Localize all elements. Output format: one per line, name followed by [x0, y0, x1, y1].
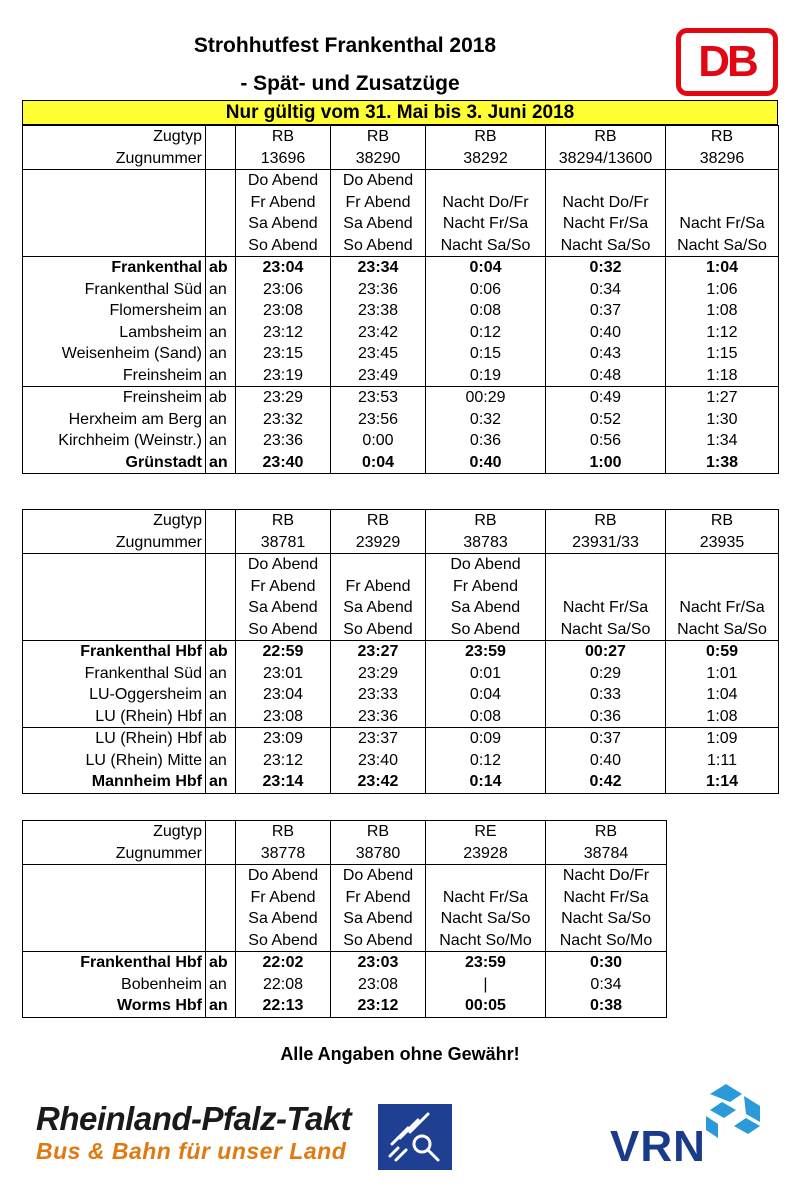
departure-time: 0:52	[546, 409, 666, 431]
departure-time: 0:34	[590, 975, 622, 993]
station-name: Mannheim Hbf	[23, 771, 206, 793]
train-number: 23928	[426, 843, 546, 865]
departure-time: 0:40	[546, 322, 666, 344]
departure-time: 1:08	[706, 302, 738, 320]
arrival-departure: an	[206, 771, 236, 793]
service-day: Nacht Sa/So	[677, 620, 767, 638]
arrival-departure: an	[206, 663, 236, 685]
departure-time: 1:00	[546, 452, 666, 474]
departure-time: 0:36	[426, 430, 546, 452]
timetable-body	[23, 821, 667, 952]
validity-banner: Nur gültig vom 31. Mai bis 3. Juni 2018	[22, 100, 778, 125]
stop-row	[23, 257, 779, 279]
timetable-frankenthal-worms	[22, 820, 667, 1018]
station-name: Worms Hbf	[23, 995, 206, 1017]
service-day	[426, 170, 546, 192]
train-number: 38783	[426, 532, 546, 554]
departure-time: 0:38	[589, 997, 623, 1015]
departure-time: 0:04	[426, 684, 546, 706]
stop-rows	[23, 952, 667, 1018]
train-type: RB	[331, 821, 426, 843]
departure-time: 00:29	[426, 387, 546, 409]
departure-time: 0:04	[331, 452, 426, 474]
stop-row	[23, 663, 779, 685]
service-day: So Abend	[236, 235, 331, 257]
departure-time: 23:09	[236, 728, 331, 750]
arrival-departure: an	[206, 300, 236, 322]
departure-time: 0:33	[546, 684, 666, 706]
departure-time: 1:38	[705, 453, 739, 471]
arrival-departure: ab	[206, 728, 236, 750]
service-day: So Abend	[331, 619, 426, 641]
arrival-departure: an	[206, 684, 236, 706]
row-days	[23, 235, 779, 257]
service-day	[666, 554, 779, 576]
service-day	[666, 576, 779, 598]
train-type: RB	[546, 510, 666, 532]
departure-time: 0:49	[546, 387, 666, 409]
station-name: Frankenthal	[23, 257, 206, 279]
service-day: Fr Abend	[331, 192, 426, 214]
service-day: So Abend	[331, 235, 426, 257]
arrival-departure: an	[206, 322, 236, 344]
label-zugnummer: Zugnummer	[23, 148, 206, 170]
train-type: RE	[426, 821, 546, 843]
arrival-departure: an	[206, 279, 236, 301]
station-name: Bobenheim	[23, 974, 206, 996]
row-days	[23, 170, 779, 192]
departure-time: 23:42	[331, 322, 426, 344]
page-subtitle: - Spät- und Zusatzüge	[240, 72, 460, 95]
departure-time: 0:59	[666, 641, 779, 663]
departure-time: 23:14	[236, 771, 331, 793]
service-day: Nacht Sa/So	[426, 235, 546, 257]
departure-time: 0:32	[426, 409, 546, 431]
departure-time: 23:40	[236, 452, 331, 474]
train-number: 38780	[331, 843, 426, 865]
stop-rows	[23, 257, 779, 474]
departure-time: 23:53	[331, 387, 426, 409]
station-name: Frankenthal Hbf	[23, 952, 206, 974]
service-day: Nacht Do/Fr	[546, 865, 667, 887]
departure-time: 0:30	[546, 952, 667, 974]
service-day: So Abend	[426, 619, 546, 641]
arrival-departure: an	[206, 706, 236, 728]
departure-time: 1:06	[706, 280, 738, 298]
row-days	[23, 213, 779, 235]
service-day: Nacht Sa/So	[546, 235, 666, 257]
stop-row	[23, 430, 779, 452]
row-days	[23, 908, 667, 930]
station-name: LU-Oggersheim	[23, 684, 206, 706]
service-day	[331, 554, 426, 576]
train-type: RB	[426, 510, 546, 532]
departure-time: 1:04	[706, 686, 738, 704]
row-days	[23, 865, 667, 887]
label-zugnummer: Zugnummer	[23, 843, 206, 865]
row-zugnummer	[23, 843, 667, 865]
service-day: Do Abend	[331, 865, 426, 887]
station-name: Frankenthal Hbf	[23, 641, 206, 663]
label-zugtyp: Zugtyp	[23, 510, 206, 532]
row-days	[23, 554, 779, 576]
disclaimer: Alle Angaben ohne Gewähr!	[280, 1044, 520, 1064]
departure-time: 23:33	[331, 684, 426, 706]
arrival-departure: an	[206, 343, 236, 365]
departure-time: 1:34	[706, 432, 738, 450]
departure-time: 22:02	[236, 952, 331, 974]
row-zugtyp	[23, 821, 667, 843]
departure-time: 0:12	[426, 322, 546, 344]
departure-time: 0:09	[426, 728, 546, 750]
departure-time: 23:04	[236, 684, 331, 706]
departure-time: 23:34	[331, 257, 426, 279]
label-zugnummer: Zugnummer	[23, 532, 206, 554]
station-name: Grünstadt	[23, 452, 206, 474]
departure-time: 23:29	[236, 387, 331, 409]
train-number: 13696	[236, 148, 331, 170]
departure-time: 00:27	[546, 641, 666, 663]
departure-time: 1:12	[706, 323, 738, 341]
station-name: Freinsheim	[23, 365, 206, 387]
departure-time: 0:08	[426, 706, 546, 728]
departure-time: 23:56	[331, 409, 426, 431]
train-number: 23935	[699, 533, 745, 551]
departure-time: 23:59	[426, 641, 546, 663]
stop-row	[23, 706, 779, 728]
stop-row	[23, 728, 779, 750]
service-day: So Abend	[236, 930, 331, 952]
timetable-body	[23, 126, 779, 257]
train-number: 38296	[699, 149, 745, 167]
arrival-departure: an	[206, 995, 236, 1017]
stop-row	[23, 641, 779, 663]
service-day: So Abend	[236, 619, 331, 641]
departure-time: 23:49	[331, 365, 426, 387]
departure-time: 23:12	[331, 995, 426, 1017]
service-day: Sa Abend	[236, 597, 331, 619]
service-day	[546, 170, 666, 192]
service-day	[666, 192, 779, 214]
stop-row	[23, 343, 779, 365]
station-name: LU (Rhein) Hbf	[23, 706, 206, 728]
service-day	[546, 576, 666, 598]
departure-time: 23:27	[331, 641, 426, 663]
rpt-slogan: Bus & Bahn für unser Land	[36, 1138, 347, 1164]
departure-time: 1:11	[707, 751, 737, 769]
arrival-departure: an	[206, 409, 236, 431]
station-name: Frankenthal Süd	[23, 279, 206, 301]
arrival-departure: an	[206, 452, 236, 474]
departure-time: 23:19	[236, 365, 331, 387]
row-zugnummer	[23, 148, 779, 170]
departure-time: 0:15	[426, 343, 546, 365]
departure-time: 23:06	[236, 279, 331, 301]
departure-time: 0:48	[546, 365, 666, 387]
arrival-departure: ab	[206, 387, 236, 409]
departure-time: 23:37	[331, 728, 426, 750]
departure-time: 23:42	[331, 771, 426, 793]
service-day: Nacht Fr/Sa	[546, 597, 666, 619]
train-number: 38781	[236, 532, 331, 554]
departure-time: 1:27	[666, 387, 779, 409]
train-type: RB	[710, 512, 734, 530]
service-day: Nacht So/Mo	[559, 931, 653, 949]
departure-time: 0:14	[426, 771, 546, 793]
stop-row	[23, 300, 779, 322]
row-zugtyp	[23, 126, 779, 148]
station-name: Frankenthal Süd	[23, 663, 206, 685]
service-day: So Abend	[331, 930, 426, 952]
departure-time: 1:15	[706, 345, 738, 363]
service-day: Nacht Fr/Sa	[426, 213, 546, 235]
arrival-departure: ab	[206, 257, 236, 279]
row-days	[23, 576, 779, 598]
train-type: RB	[594, 823, 618, 841]
train-type: RB	[236, 126, 331, 148]
stop-row	[23, 322, 779, 344]
station-name: Lambsheim	[23, 322, 206, 344]
row-days	[23, 619, 779, 641]
departure-time: 1:18	[706, 366, 738, 384]
label-zugtyp: Zugtyp	[23, 821, 206, 843]
train-number: 38784	[583, 844, 629, 862]
service-day: Fr Abend	[331, 576, 426, 598]
departure-time: 23:12	[236, 322, 331, 344]
train-type: RB	[546, 126, 666, 148]
service-day: Nacht Sa/So	[546, 619, 666, 641]
service-day: Nacht Sa/So	[677, 236, 767, 254]
departure-time: 23:29	[331, 663, 426, 685]
departure-time: 23:08	[236, 300, 331, 322]
rheinland-pfalz-takt-logo	[36, 1100, 351, 1165]
departure-time: 1:08	[706, 707, 738, 725]
rpt-title: Rheinland-Pfalz-Takt	[36, 1100, 352, 1137]
row-days	[23, 597, 779, 619]
departure-time: 23:59	[426, 952, 546, 974]
db-logo	[676, 28, 778, 96]
service-day: Nacht Fr/Sa	[563, 888, 649, 906]
station-name: Herxheim am Berg	[23, 409, 206, 431]
service-day: Do Abend	[236, 554, 331, 576]
service-day: Do Abend	[426, 554, 546, 576]
stop-row	[23, 684, 779, 706]
train-number: 23929	[331, 532, 426, 554]
train-number: 38292	[426, 148, 546, 170]
stop-row	[23, 387, 779, 409]
station-name: Flomersheim	[23, 300, 206, 322]
departure-time: 23:40	[331, 750, 426, 772]
service-day	[426, 865, 546, 887]
service-day	[666, 170, 779, 192]
station-name: LU (Rhein) Mitte	[23, 750, 206, 772]
departure-time: 00:05	[426, 995, 546, 1017]
departure-time: 0:19	[426, 365, 546, 387]
train-type: RB	[710, 128, 734, 146]
service-day: Fr Abend	[236, 192, 331, 214]
departure-time: 1:01	[706, 664, 738, 682]
stop-row	[23, 750, 779, 772]
service-day: Fr Abend	[236, 576, 331, 598]
service-day: Nacht Sa/So	[426, 908, 546, 930]
service-day: Nacht Sa/So	[561, 910, 651, 928]
departure-time: 0:56	[546, 430, 666, 452]
arrival-departure: ab	[206, 641, 236, 663]
departure-time: 0:29	[546, 663, 666, 685]
service-day: Sa Abend	[236, 213, 331, 235]
departure-time: 23:36	[331, 706, 426, 728]
departure-time: 0:37	[546, 300, 666, 322]
service-day: Nacht So/Mo	[426, 930, 546, 952]
stop-row	[23, 409, 779, 431]
departure-time: 0:12	[426, 750, 546, 772]
stop-row	[23, 279, 779, 301]
stop-row	[23, 952, 667, 974]
station-name: Weisenheim (Sand)	[23, 343, 206, 365]
departure-time: 0:06	[426, 279, 546, 301]
row-days	[23, 192, 779, 214]
train-number: 38290	[331, 148, 426, 170]
departure-time: |	[426, 974, 546, 996]
page-title: Strohhutfest Frankenthal 2018	[193, 34, 497, 57]
departure-time: 0:04	[426, 257, 546, 279]
arrival-departure: an	[206, 750, 236, 772]
departure-time: 22:08	[236, 974, 331, 996]
service-day: Sa Abend	[331, 908, 426, 930]
departure-time: 0:42	[546, 771, 666, 793]
service-day: Nacht Fr/Sa	[426, 887, 546, 909]
departure-time: 0:40	[546, 750, 666, 772]
departure-time: 23:08	[331, 974, 426, 996]
arrival-departure: an	[206, 430, 236, 452]
service-day: Nacht Do/Fr	[546, 192, 666, 214]
stop-row	[23, 771, 779, 793]
station-name: LU (Rhein) Hbf	[23, 728, 206, 750]
departure-time: 0:34	[546, 279, 666, 301]
departure-time: 1:30	[706, 410, 738, 428]
service-day: Nacht Fr/Sa	[679, 599, 765, 617]
service-day: Sa Abend	[426, 597, 546, 619]
departure-time: 23:15	[236, 343, 331, 365]
departure-time: 1:04	[666, 257, 779, 279]
departure-time: 22:59	[236, 641, 331, 663]
vrn-logo-text: VRN	[610, 1122, 706, 1171]
departure-time: 0:08	[426, 300, 546, 322]
timetable-frankenthal-mannheim	[22, 509, 779, 794]
train-number: 23931/33	[546, 532, 666, 554]
train-type: RB	[236, 510, 331, 532]
departure-time: 0:37	[546, 728, 666, 750]
train-type: RB	[331, 126, 426, 148]
departure-time: 23:36	[331, 279, 426, 301]
train-type: RB	[236, 821, 331, 843]
service-day: Do Abend	[331, 170, 426, 192]
departure-time: 22:13	[236, 995, 331, 1017]
service-day: Sa Abend	[236, 908, 331, 930]
row-days	[23, 887, 667, 909]
service-day: Sa Abend	[331, 597, 426, 619]
station-name: Freinsheim	[23, 387, 206, 409]
train-type: RB	[426, 126, 546, 148]
departure-time: 23:04	[236, 257, 331, 279]
timetable-frankenthal-gruenstadt	[22, 125, 779, 474]
timetable-body	[23, 510, 779, 641]
service-day: Fr Abend	[331, 887, 426, 909]
train-number: 38294/13600	[546, 148, 666, 170]
stop-row	[23, 452, 779, 474]
departure-time: 23:32	[236, 409, 331, 431]
train-number: 38778	[236, 843, 331, 865]
service-day: Fr Abend	[236, 887, 331, 909]
station-name: Kirchheim (Weinstr.)	[23, 430, 206, 452]
service-day: Fr Abend	[426, 576, 546, 598]
row-zugtyp	[23, 510, 779, 532]
train-type: RB	[331, 510, 426, 532]
row-days	[23, 930, 667, 952]
service-day	[546, 554, 666, 576]
departure-time: 0:40	[426, 452, 546, 474]
row-zugnummer	[23, 532, 779, 554]
stop-row	[23, 974, 667, 996]
departure-time: 23:12	[236, 750, 331, 772]
departure-time: 23:03	[331, 952, 426, 974]
service-day: Nacht Do/Fr	[426, 192, 546, 214]
service-day: Nacht Fr/Sa	[679, 215, 765, 233]
departure-time: 23:36	[236, 430, 331, 452]
arrival-departure: an	[206, 365, 236, 387]
stop-row	[23, 365, 779, 387]
departure-time: 0:36	[546, 706, 666, 728]
db-logo-text: DB	[698, 37, 756, 86]
departure-time: 0:43	[546, 343, 666, 365]
label-zugtyp: Zugtyp	[23, 126, 206, 148]
rpt-emblem-icon	[378, 1104, 452, 1170]
departure-time: 0:01	[426, 663, 546, 685]
service-day: Sa Abend	[331, 213, 426, 235]
departure-time: 23:01	[236, 663, 331, 685]
departure-time: 0:32	[546, 257, 666, 279]
departure-time: 23:38	[331, 300, 426, 322]
departure-time: 1:09	[666, 728, 779, 750]
service-day: Do Abend	[236, 865, 331, 887]
departure-time: 0:00	[331, 430, 426, 452]
arrival-departure: ab	[206, 952, 236, 974]
arrival-departure: an	[206, 974, 236, 996]
departure-time: 23:08	[236, 706, 331, 728]
departure-time: 23:45	[331, 343, 426, 365]
service-day: Do Abend	[236, 170, 331, 192]
service-day: Nacht Fr/Sa	[546, 213, 666, 235]
departure-time: 1:14	[705, 773, 739, 791]
stop-row	[23, 995, 667, 1017]
stop-rows	[23, 641, 779, 794]
